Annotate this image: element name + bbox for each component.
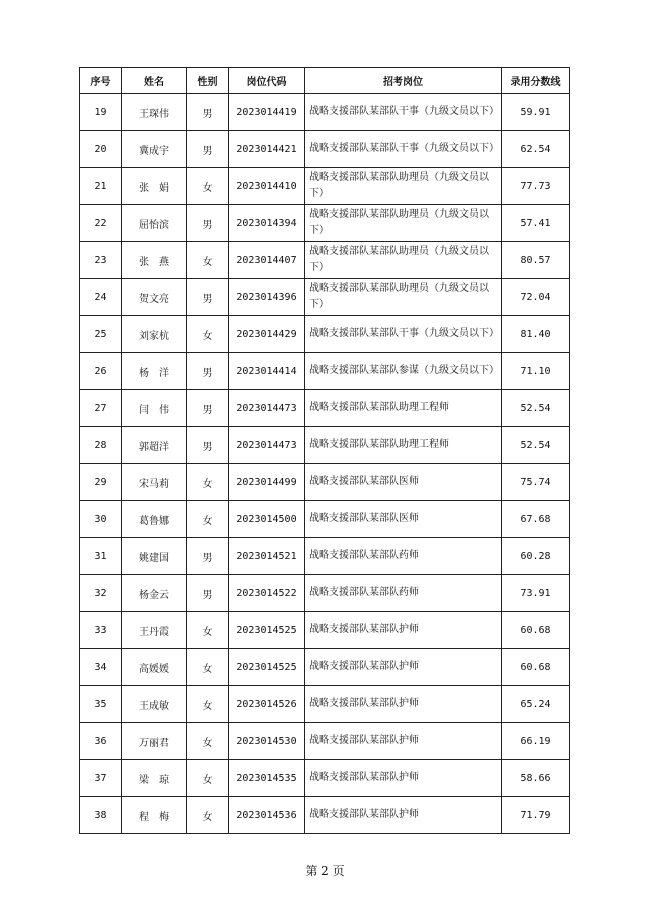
cell-name: 贺文亮 [122,279,187,316]
table-row [80,279,570,316]
cell-score: 52.54 [502,427,570,464]
cell-code: 2023014396 [229,279,305,316]
cell-name: 王琛伟 [122,94,187,131]
cell-score: 72.04 [502,279,570,316]
cell-name: 张 娟 [122,168,187,205]
cell-code: 2023014525 [229,649,305,686]
cell-post: 战略支援部队某部队护师 [305,723,502,760]
cell-post: 战略支援部队某部队干事（九级文员以下） [305,316,502,353]
cell-no: 37 [80,760,122,797]
header-no: 序号 [80,68,122,94]
cell-code: 2023014414 [229,353,305,390]
cell-score: 80.57 [502,242,570,279]
cell-name: 高媛媛 [122,649,187,686]
cell-name: 郭超洋 [122,427,187,464]
table-row [80,612,570,649]
cell-gender: 女 [187,464,229,501]
cell-gender: 女 [187,649,229,686]
cell-gender: 男 [187,427,229,464]
cell-no: 20 [80,131,122,168]
cell-post: 战略支援部队某部队护师 [305,760,502,797]
table-row [80,316,570,353]
cell-code: 2023014530 [229,723,305,760]
cell-post: 战略支援部队某部队医师 [305,464,502,501]
cell-no: 25 [80,316,122,353]
page-footer: 第 2 页 [305,864,345,878]
cell-gender: 男 [187,279,229,316]
cell-post: 战略支援部队某部队助理员（九级文员以下） [305,205,502,242]
cell-post: 战略支援部队某部队护师 [305,686,502,723]
cell-gender: 男 [187,205,229,242]
cell-name: 姚建国 [122,538,187,575]
cell-post: 战略支援部队某部队干事（九级文员以下） [305,131,502,168]
cell-gender: 女 [187,612,229,649]
cell-code: 2023014522 [229,575,305,612]
cell-gender: 男 [187,353,229,390]
table-row [80,353,570,390]
cell-gender: 男 [187,131,229,168]
cell-score: 58.66 [502,760,570,797]
cell-no: 30 [80,501,122,538]
cell-code: 2023014421 [229,131,305,168]
table-row [80,464,570,501]
cell-name: 杨 洋 [122,353,187,390]
cell-code: 2023014473 [229,390,305,427]
cell-code: 2023014525 [229,612,305,649]
table-row [80,205,570,242]
cell-no: 24 [80,279,122,316]
cell-code: 2023014473 [229,427,305,464]
table-row [80,390,570,427]
cell-no: 34 [80,649,122,686]
cell-no: 36 [80,723,122,760]
cell-gender: 女 [187,242,229,279]
cell-post: 战略支援部队某部队助理员（九级文员以下） [305,242,502,279]
cell-code: 2023014419 [229,94,305,131]
table-row [80,797,570,834]
cell-score: 59.91 [502,94,570,131]
table-row [80,131,570,168]
cell-post: 战略支援部队某部队助理工程师 [305,390,502,427]
cell-name: 冀成宇 [122,131,187,168]
table-body [80,94,570,834]
cell-name: 张 燕 [122,242,187,279]
cell-no: 27 [80,390,122,427]
table-row [80,501,570,538]
cell-name: 葛鲁娜 [122,501,187,538]
cell-no: 32 [80,575,122,612]
cell-gender: 男 [187,538,229,575]
cell-no: 26 [80,353,122,390]
cell-post: 战略支援部队某部队助理工程师 [305,427,502,464]
cell-score: 67.68 [502,501,570,538]
cell-gender: 女 [187,316,229,353]
cell-no: 33 [80,612,122,649]
table-row [80,649,570,686]
cell-code: 2023014535 [229,760,305,797]
table-row [80,760,570,797]
table-row [80,575,570,612]
cell-post: 战略支援部队某部队药师 [305,538,502,575]
cell-score: 71.79 [502,797,570,834]
cell-gender: 女 [187,723,229,760]
cell-score: 81.40 [502,316,570,353]
cell-score: 60.68 [502,612,570,649]
cell-gender: 女 [187,797,229,834]
cell-gender: 男 [187,575,229,612]
cell-name: 杨金云 [122,575,187,612]
cell-gender: 男 [187,94,229,131]
cell-name: 屈怡滨 [122,205,187,242]
table-row [80,242,570,279]
cell-no: 31 [80,538,122,575]
cell-post: 战略支援部队某部队护师 [305,612,502,649]
cell-code: 2023014499 [229,464,305,501]
cell-score: 66.19 [502,723,570,760]
cell-code: 2023014536 [229,797,305,834]
cell-score: 57.41 [502,205,570,242]
header-score: 录用分数线 [502,68,570,94]
cell-score: 65.24 [502,686,570,723]
header-gender: 性别 [187,68,229,94]
cell-gender: 女 [187,501,229,538]
cell-post: 战略支援部队某部队参谋（九级文员以下） [305,353,502,390]
cell-score: 75.74 [502,464,570,501]
cell-post: 战略支援部队某部队药师 [305,575,502,612]
cell-gender: 男 [187,390,229,427]
table-row [80,94,570,131]
cell-code: 2023014394 [229,205,305,242]
recruitment-table [79,67,570,834]
cell-score: 60.68 [502,649,570,686]
cell-code: 2023014407 [229,242,305,279]
cell-code: 2023014500 [229,501,305,538]
cell-name: 宋马莉 [122,464,187,501]
cell-post: 战略支援部队某部队医师 [305,501,502,538]
cell-score: 62.54 [502,131,570,168]
cell-score: 73.91 [502,575,570,612]
cell-score: 52.54 [502,390,570,427]
table-row [80,686,570,723]
header-code: 岗位代码 [229,68,305,94]
cell-name: 王丹霞 [122,612,187,649]
cell-gender: 女 [187,686,229,723]
cell-gender: 女 [187,168,229,205]
cell-name: 梁 琼 [122,760,187,797]
cell-name: 王成敏 [122,686,187,723]
cell-name: 闫 伟 [122,390,187,427]
cell-score: 71.10 [502,353,570,390]
cell-post: 战略支援部队某部队护师 [305,797,502,834]
table-row [80,538,570,575]
cell-post: 战略支援部队某部队助理员（九级文员以下） [305,168,502,205]
cell-score: 77.73 [502,168,570,205]
cell-no: 28 [80,427,122,464]
cell-no: 29 [80,464,122,501]
cell-code: 2023014521 [229,538,305,575]
cell-code: 2023014429 [229,316,305,353]
cell-name: 程 梅 [122,797,187,834]
cell-no: 22 [80,205,122,242]
cell-no: 19 [80,94,122,131]
cell-gender: 女 [187,760,229,797]
header-post: 招考岗位 [305,68,502,94]
cell-name: 刘家杭 [122,316,187,353]
cell-no: 23 [80,242,122,279]
cell-no: 38 [80,797,122,834]
header-name: 姓名 [122,68,187,94]
cell-no: 21 [80,168,122,205]
cell-code: 2023014526 [229,686,305,723]
cell-score: 60.28 [502,538,570,575]
table-row [80,168,570,205]
cell-code: 2023014410 [229,168,305,205]
cell-no: 35 [80,686,122,723]
cell-post: 战略支援部队某部队干事（九级文员以下） [305,94,502,131]
header-row [80,68,570,94]
cell-post: 战略支援部队某部队助理员（九级文员以下） [305,279,502,316]
cell-post: 战略支援部队某部队护师 [305,649,502,686]
table-row [80,723,570,760]
cell-name: 万丽君 [122,723,187,760]
table-header [80,68,570,94]
table-row [80,427,570,464]
